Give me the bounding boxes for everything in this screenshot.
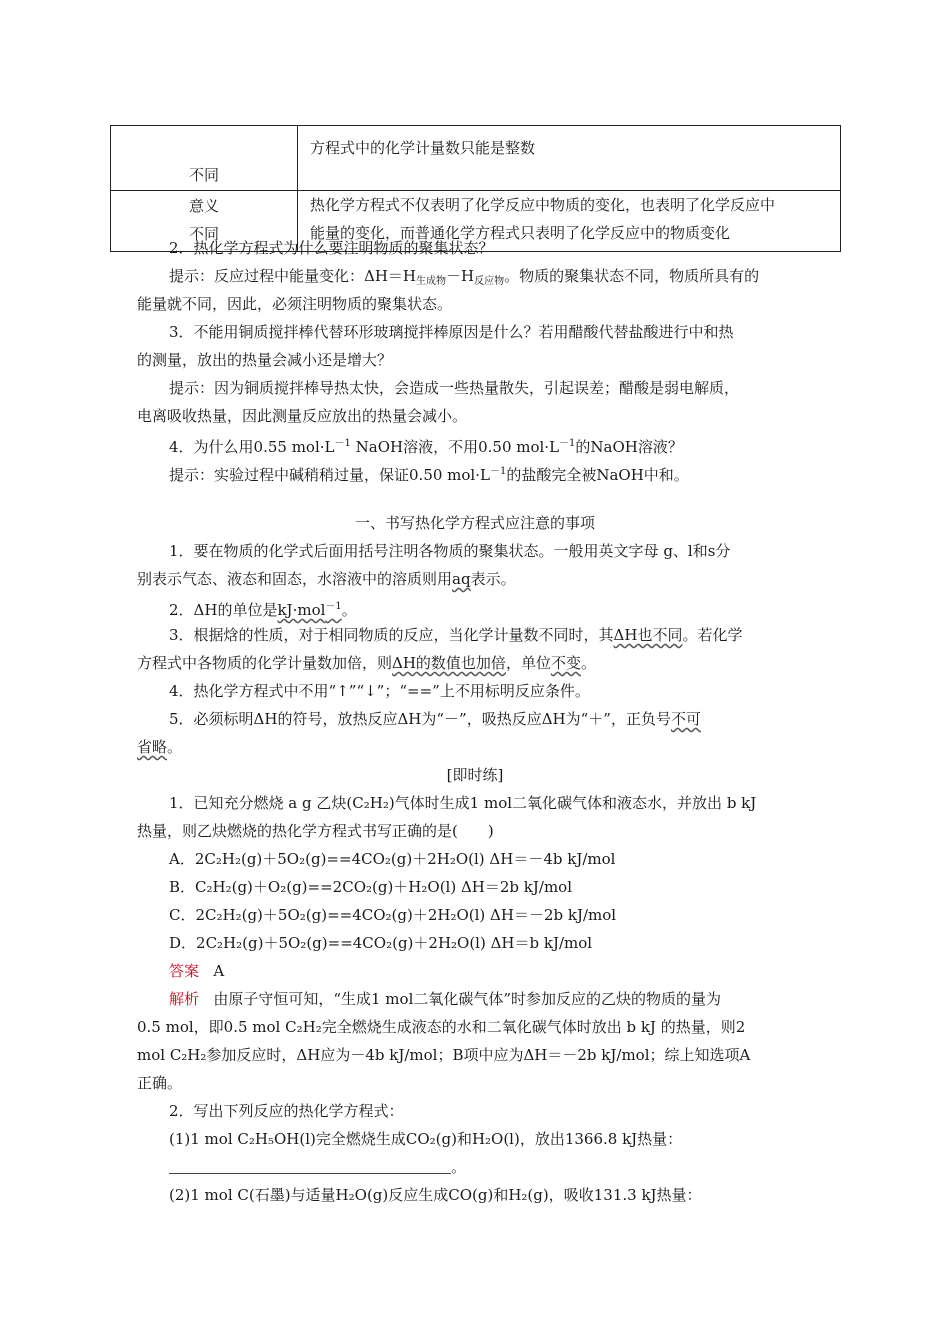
option-b: B．C₂H₂(g)＋O₂(g)==2CO₂(g)＋H₂O(l) ΔH＝2b kJ/mol <box>169 878 573 896</box>
subscript: 生成物 <box>416 276 446 287</box>
option-d: D．2C₂H₂(g)＋5O₂(g)==4CO₂(g)＋2H₂O(l) ΔH＝b kJ/mol <box>169 934 593 952</box>
rule-1-line1: 1．要在物质的化学式后面用括号注明各物质的聚集状态。一般用英文字母 g、l和s分 <box>169 542 731 560</box>
emphasis <box>277 601 341 619</box>
text-run: 的NaOH溶液？ <box>575 438 683 456</box>
option-c: C．2C₂H₂(g)＋5O₂(g)==4CO₂(g)＋2H₂O(l) ΔH＝－2b kJ/mol <box>169 906 617 924</box>
comparison-table <box>110 125 841 252</box>
text-run: －H <box>446 267 475 285</box>
emphasis: ΔH的数值也加倍 <box>392 654 506 672</box>
text-line: 能量的变化，而普通化学方程式只表明了化学反应中的物质变化 <box>310 224 731 242</box>
table-cell-text: 方程式中的化学计量数只能是整数 <box>298 126 841 191</box>
text-run: 提示：实验过程中碱稍稍过量，保证0.50 mol·L <box>169 466 490 484</box>
practice-q2: 2．写出下列反应的热化学方程式： <box>169 1102 404 1120</box>
rule-5-line1 <box>169 708 869 730</box>
text-run: 。 <box>580 654 596 672</box>
superscript: －1 <box>489 466 507 477</box>
text-run: 。若化学 <box>682 626 743 644</box>
question-3-line1: 3．不能用铜质搅拌棒代替环形玻璃搅拌棒原因是什么？若用醋酸代替盐酸进行中和热 <box>169 323 734 341</box>
text-run: 方程式中各物质的化学计量数加倍，则 <box>137 654 393 672</box>
section-title: 一、书写热化学方程式应注意的事项 <box>354 514 595 532</box>
text-run: 。 <box>167 738 183 756</box>
text-run: 由原子守恒可知，“生成1 mol二氧化碳气体”时参加反应的乙炔的物质的量为 <box>213 990 722 1008</box>
hint-3-line2: 电离吸收热量，因此测量反应放出的热量会减小。 <box>137 407 468 425</box>
emphasis: 不可 <box>670 710 701 728</box>
text-run: 表示。 <box>470 570 516 588</box>
text-line: 热化学方程式不仅表明了化学反应中物质的变化，也表明了化学反应中 <box>310 196 776 214</box>
answer-value: A <box>213 962 225 980</box>
table-row <box>111 126 841 191</box>
hint-2-line2: 能量就不同，因此，必须注明物质的聚集状态。 <box>137 295 453 313</box>
rule-3-line2 <box>137 652 837 674</box>
text-run: kJ·mol <box>277 601 326 619</box>
label-line: 意义 <box>188 197 219 215</box>
explanation-label: 解析 <box>169 990 200 1008</box>
hint-2-line1 <box>169 265 869 293</box>
text-run: 5．必须标明ΔH的符号，放热反应ΔH为“－”，吸热反应ΔH为“＋”，正负号 <box>169 710 671 728</box>
explanation-line1 <box>169 988 869 1010</box>
practice-q2-part2: (2)1 mol C(石墨)与适量H₂O(g)反应生成CO(g)和H₂(g)，吸收131.3 kJ热量： <box>169 1186 702 1204</box>
subscript: 反应物 <box>474 276 505 287</box>
explanation-line4: 正确。 <box>137 1074 183 1092</box>
text-run: 4．为什么用0.55 mol·L <box>169 438 335 456</box>
explanation-line3: mol C₂H₂参加反应时，ΔH应为－4b kJ/mol；B项中应为ΔH＝－2b kJ/mol；综上知选项A <box>137 1046 751 1064</box>
text-run: 的盐酸完全被NaOH中和。 <box>506 466 689 484</box>
rule-4: 4．热化学方程式中不用“↑”“↓”；“==”上不用标明反应条件。 <box>169 682 590 700</box>
practice-title: [即时练] <box>446 766 504 784</box>
emphasis: 不变 <box>550 654 581 672</box>
text-run: 2．ΔH的单位是 <box>169 601 278 619</box>
practice-q2-part1: (1)1 mol C₂H₅OH(l)完全燃烧生成CO₂(g)和H₂O(l)，放出1366.8 kJ热量： <box>169 1130 683 1148</box>
text-run: 。 <box>341 601 357 619</box>
question-3-line2: 的测量，放出的热量会减小还是增大？ <box>137 351 393 369</box>
answer-line <box>169 960 869 982</box>
emphasis: 省略 <box>137 738 168 756</box>
answer-label: 答案 <box>169 962 200 980</box>
rule-2 <box>169 596 869 621</box>
answer-blank-line <box>169 1156 869 1178</box>
emphasis: ΔH也不同 <box>613 626 683 644</box>
text-run: 别表示气态、液态和固态，水溶液中的溶质则用 <box>137 570 453 588</box>
explanation-line2: 0.5 mol，即0.5 mol C₂H₂完全燃烧生成液态的水和二氧化碳气体时放出 b kJ 的热量，则2 <box>137 1018 746 1036</box>
superscript: －1 <box>334 438 351 449</box>
hint-3-line1: 提示：因为铜质搅拌棒导热太快，会造成一些热量散失，引起误差；醋酸是弱电解质， <box>169 379 740 397</box>
option-a: A．2C₂H₂(g)＋5O₂(g)==4CO₂(g)＋2H₂O(l) ΔH＝－4b kJ/mol <box>169 850 616 868</box>
question-2: 2．热化学方程式为什么要注明物质的聚集状态？ <box>169 239 494 257</box>
superscript: －1 <box>559 438 576 449</box>
practice-q1-line1: 1．已知充分燃烧 a g 乙炔(C₂H₂)气体时生成1 mol二氧化碳气体和液态水，并放出 b kJ <box>169 794 757 812</box>
question-4 <box>169 433 869 458</box>
text-run: 。 <box>451 1158 467 1176</box>
text-run: 。物质的聚集状态不同，物质所具有的 <box>504 267 760 285</box>
hint-4 <box>169 461 869 486</box>
superscript: －1 <box>325 601 342 612</box>
label-line: 不同 <box>188 225 219 243</box>
text-run: 提示：反应过程中能量变化：ΔH＝H <box>169 267 416 285</box>
rule-3-line1 <box>169 624 869 646</box>
text-run: ，单位 <box>505 654 551 672</box>
rule-1-line2 <box>137 568 837 590</box>
rule-5-line2 <box>137 736 837 758</box>
emphasis: aq <box>452 570 471 588</box>
text-run: 3．根据焓的性质，对于相同物质的反应，当化学计量数不同时，其 <box>169 626 614 644</box>
table-cell-label: 不同 <box>111 126 298 191</box>
text-run: NaOH溶液，不用0.50 mol·L <box>350 438 560 456</box>
practice-q1-line2: 热量，则乙炔燃烧的热化学方程式书写正确的是( ) <box>137 822 494 840</box>
answer-blank[interactable] <box>169 1159 451 1174</box>
